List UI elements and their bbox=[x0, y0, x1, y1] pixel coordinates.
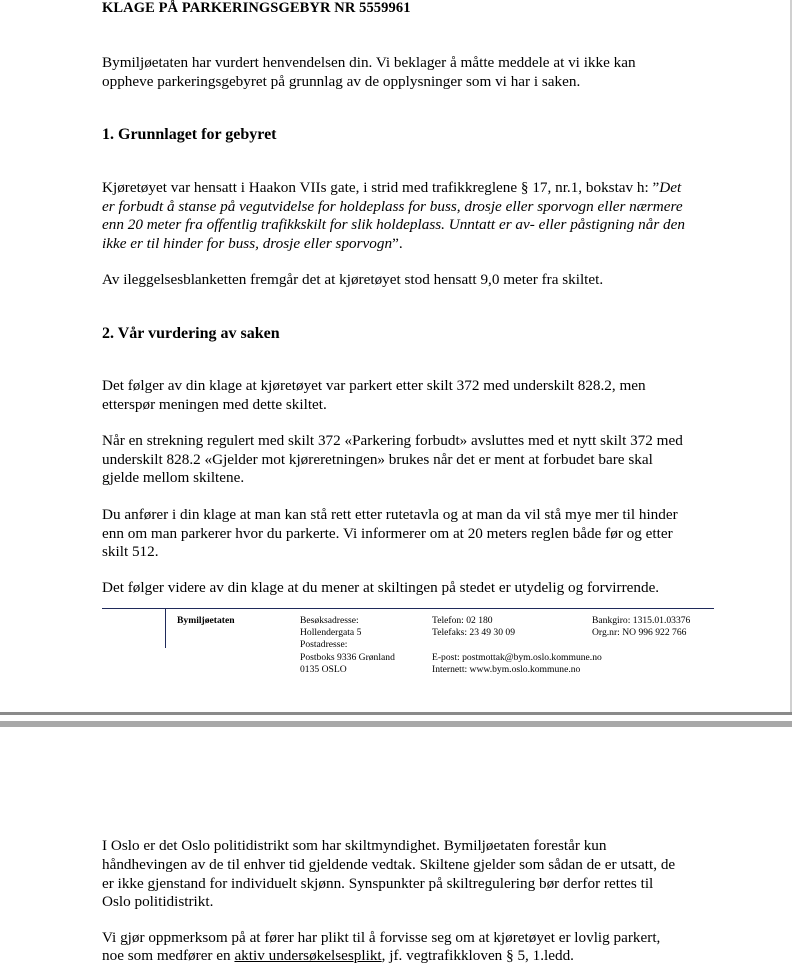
page-separator-bottom bbox=[0, 721, 792, 727]
section1-line-4: ikke er til hinder for buss, drosje eller sporvogn”. bbox=[102, 235, 403, 252]
footer-visit-address: Hollendergata 5 bbox=[300, 627, 362, 638]
section1-line-2: er forbudt å stanse på vegutvidelse for holdeplass for buss, drosje eller sporvogn eller nærmere bbox=[102, 198, 683, 215]
section1-line-1: Kjøretøyet var hensatt i Haakon VIIs gate, i strid med trafikkreglene § 17, nr.1, bokstav h: ”Det bbox=[102, 179, 682, 196]
page-separator-top bbox=[0, 712, 792, 715]
footer-org-name: Bymiljøetaten bbox=[177, 615, 235, 626]
page2-p1-line-3: er ikke gjenstand for individuelt skjønn. Synspunkter på skiltregulering bør derfor rettes til bbox=[102, 875, 654, 892]
section2-p3-line-2: enn om man parkerer hvor du parkerte. Vi informerer om at 20 meters reglen både før og etter bbox=[102, 525, 673, 542]
footer-orgnr: Org.nr: NO 996 922 766 bbox=[592, 627, 687, 638]
footer-phone: Telefon: 02 180 bbox=[432, 615, 493, 626]
intro-line-1: Bymiljøetaten har vurdert henvendelsen din. Vi beklager å måtte meddele at vi ikke kan bbox=[102, 54, 636, 71]
footer-post-box: Postboks 9336 Grønland bbox=[300, 652, 395, 663]
page2-p2-line-2: noe som medfører en aktiv undersøkelsesplikt, jf. vegtrafikkloven § 5, 1.ledd. bbox=[102, 947, 574, 964]
page2-p1-line-1: I Oslo er det Oslo politidistrikt som har skiltmyndighet. Bymiljøetaten forestår kun bbox=[102, 837, 607, 854]
intro-line-2: oppheve parkeringsgebyret på grunnlag av de opplysninger som vi har i saken. bbox=[102, 73, 581, 90]
section1-line-3: enn 20 meter fra offentlig trafikkskilt for slik holdeplass. Unntatt er av- eller påstigning når den bbox=[102, 216, 685, 233]
page-separator bbox=[0, 712, 792, 728]
section2-p1-line-2: etterspør meningen med dette skiltet. bbox=[102, 396, 327, 413]
footer-email: E-post: postmottak@bym.oslo.kommune.no bbox=[432, 652, 602, 663]
section1-paragraph-2: Av ileggelsesblanketten fremgår det at kjøretøyet stod hensatt 9,0 meter fra skiltet. bbox=[102, 271, 604, 288]
section2-p2-line-3: gjelde mellom skiltene. bbox=[102, 469, 245, 486]
footer-fax: Telefaks: 23 49 30 09 bbox=[432, 627, 515, 638]
heading-grunnlaget: 1. Grunnlaget for gebyret bbox=[102, 126, 277, 143]
heading-vurdering: 2. Vår vurdering av saken bbox=[102, 325, 280, 342]
section2-paragraph-4: Det følger videre av din klage at du mener at skiltingen på stedet er utydelig og forvirrende. bbox=[102, 579, 660, 596]
section2-p1-line-1: Det følger av din klage at kjøretøyet var parkert etter skilt 372 med underskilt 828.2, men bbox=[102, 377, 646, 394]
section2-p2-line-1: Når en strekning regulert med skilt 372 «Parkering forbudt» avsluttes med et nytt skilt 372 med bbox=[102, 432, 683, 449]
document-title: KLAGE PÅ PARKERINGSGEBYR NR 5559961 bbox=[102, 0, 411, 16]
document-page-2 bbox=[0, 728, 792, 966]
section2-p2-line-2: underskilt 828.2 «Gjelder mot kjøreretningen» brukes når det er ment at forbudet bare skal bbox=[102, 451, 653, 468]
page2-p1-line-4: Oslo politidistrikt. bbox=[102, 893, 214, 910]
footer-rule bbox=[102, 608, 714, 609]
page2-p2-line-1: Vi gjør oppmerksom på at fører har plikt til å forvisse seg om at kjøretøyet er lovlig parkert, bbox=[102, 929, 661, 946]
page2-p1-line-2: håndhevingen av de til enhver tid gjeldende vedtak. Skiltene gjelder som sådan de er utsatt, de bbox=[102, 856, 676, 873]
footer-post-label: Postadresse: bbox=[300, 639, 348, 650]
section2-p3-line-3: skilt 512. bbox=[102, 543, 159, 560]
footer-website: Internett: www.bym.oslo.kommune.no bbox=[432, 664, 581, 675]
footer-visit-label: Besøksadresse: bbox=[300, 615, 359, 626]
underlined-term: aktiv undersøkelsesplikt bbox=[234, 947, 382, 964]
footer-post-city: 0135 OSLO bbox=[300, 664, 347, 675]
footer-vertical-rule bbox=[165, 608, 166, 648]
section2-p3-line-1: Du anfører i din klage at man kan stå rett etter rutetavla og at man da vil stå mye mer til hinder bbox=[102, 506, 678, 523]
footer-bankgiro: Bankgiro: 1315.01.03376 bbox=[592, 615, 691, 626]
